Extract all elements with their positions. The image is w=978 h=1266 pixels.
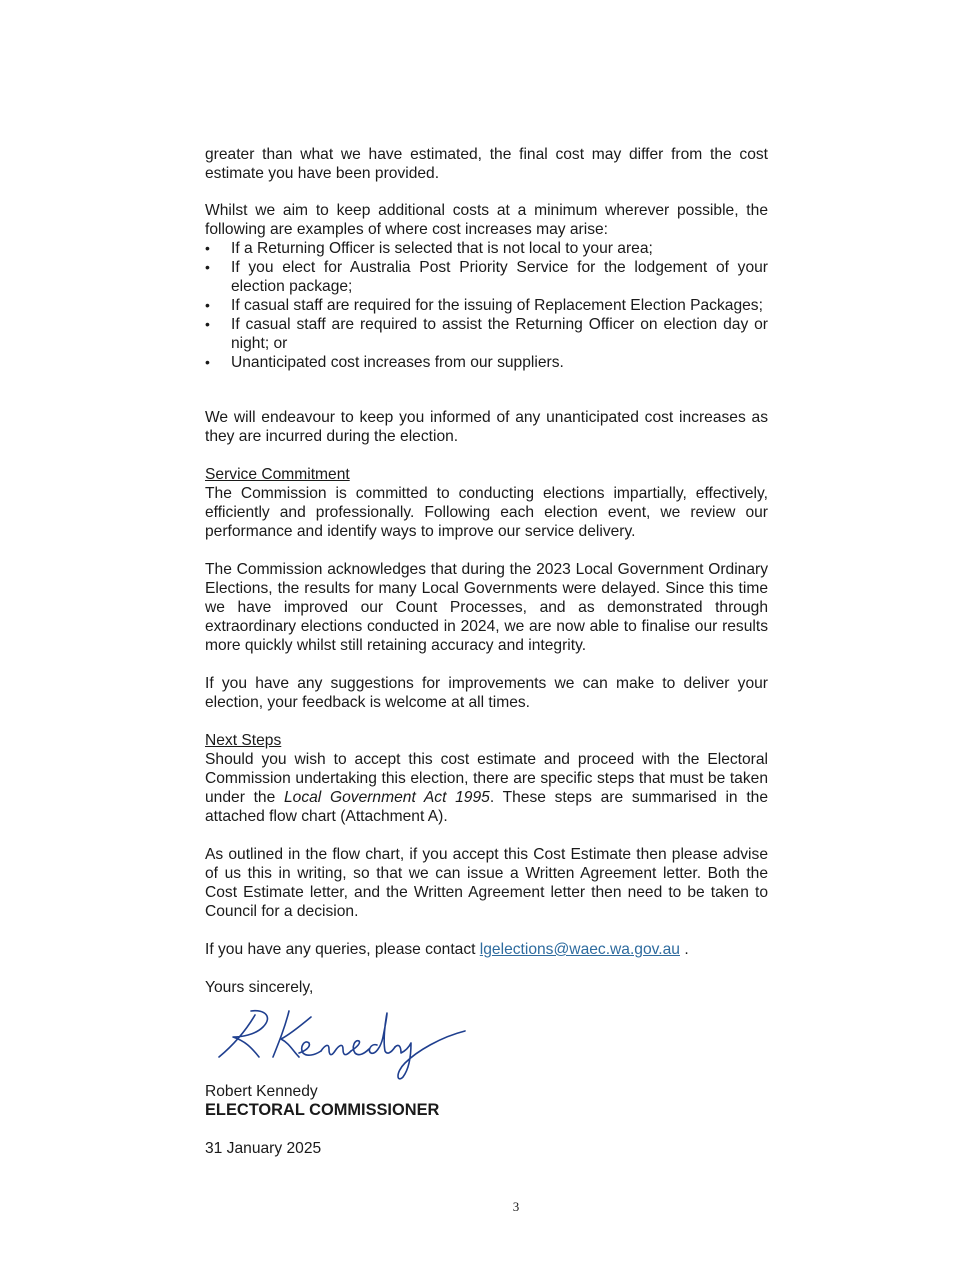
page-number: 3 (512, 1199, 520, 1214)
letter-date: 31 January 2025 (205, 1140, 322, 1157)
contact-text: If you have any queries, please contact (205, 941, 480, 958)
list-item: • If a Returning Officer is selected that is not local to your area; (205, 239, 768, 258)
service-commitment-heading: Service Commitment (205, 466, 350, 483)
signatory-title: ELECTORAL COMMISSIONER (205, 1101, 440, 1119)
service-paragraph-3: If you have any suggestions for improvements we can make to deliver your election, your feedback is welcome at all times. (205, 675, 768, 711)
next-steps-section (205, 731, 768, 826)
closing: Yours sincerely, (205, 979, 314, 996)
service-paragraph-1: The Commission is committed to conducting elections impartially, effectively, efficiently and professionally. Following each election event, we review our performance and identify ways to improve our service delivery. (205, 485, 768, 540)
signature-image (215, 1007, 475, 1082)
inform-paragraph: We will endeavour to keep you informed of any unanticipated cost increases as they are incurred during the election. (205, 409, 768, 445)
service-paragraph-2: The Commission acknowledges that during the 2023 Local Government Ordinary Elections, the results for many Local Governments were delayed. Since this time we have improved our Count Processes, and as demonstrated through extraordinary elections conducted in 2024, we are now able to finalise our results more quickly whilst still retaining accuracy and integrity. (205, 561, 768, 654)
contact-line (205, 940, 768, 959)
next-steps-paragraph-2: As outlined in the flow chart, if you accept this Cost Estimate then please advise of us this in writing, so that we can issue a Written Agreement letter. Both the Cost Estimate letter, and the Written Agreement letter then need to be taken to Council for a decision. (205, 846, 768, 920)
next-steps-text-a: Should you wish to accept this cost estimate and proceed with the Electoral Commission undertaking this election, there are specific steps that must be taken under the (205, 751, 768, 806)
act-title: Local Government Act 1995 (283, 789, 490, 806)
list-item: • Unanticipated cost increases from our suppliers. (205, 353, 768, 372)
next-steps-text-b: . These steps are summarised in the attached flow chart (Attachment A). (205, 789, 768, 825)
list-item: • If casual staff are required for the issuing of Replacement Election Packages; (205, 296, 768, 315)
email-link[interactable]: lgelections@waec.wa.gov.au (479, 941, 680, 958)
service-commitment-section (205, 465, 768, 541)
costs-intro: Whilst we aim to keep additional costs at a minimum wherever possible, the following are examples of where cost increases may arise: (205, 202, 768, 238)
contact-trail: . (679, 941, 689, 958)
next-steps-paragraph-1 (205, 750, 768, 826)
cost-increase-list (205, 239, 768, 372)
signatory-name: Robert Kennedy (205, 1083, 318, 1100)
next-steps-heading: Next Steps (205, 732, 282, 749)
letter-body (205, 145, 768, 1158)
intro-continuation: greater than what we have estimated, the final cost may differ from the cost estimate you have been provided. (205, 146, 768, 182)
list-item: • If casual staff are required to assist the Returning Officer on election day or night; or (205, 315, 768, 353)
list-item: • If you elect for Australia Post Priority Service for the lodgement of your election package; (205, 258, 768, 296)
